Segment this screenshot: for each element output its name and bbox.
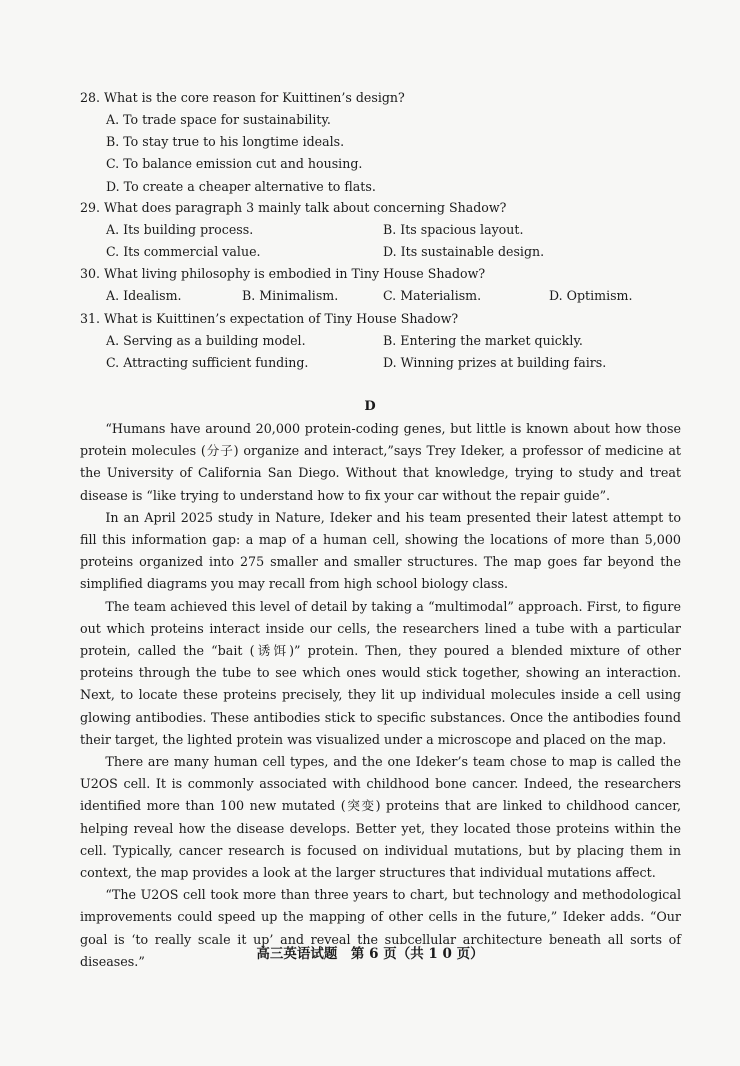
paragraph-3: The team achieved this level of detail by taking a “multimodal” approach. First, to figure out which proteins interact inside our cells, the researchers lined a tube with a particular protein, called the “bait (诱饵)” protein. Then, they poured a blended mixture of other proteins through the tube to see which ones would stick together, showing an interaction. Next, to locate these proteins precisely, they lit up individual molecules inside a cell using glowing antibodies. These antibodies stick to specific substances. Once the antibodies found their target, the lighted protein was visualized under a microscope and placed on the map.: [80, 598, 681, 747]
option-d: D. Optimism.: [549, 288, 633, 303]
paragraph-1: “Humans have around 20,000 protein-coding genes, but little is known about how those protein molecules (分子) organize and interact,”says Trey Ideker, a professor of medicine at the University of California San Diego. Without that knowledge, trying to study and treat disease is “like trying to understand how to fix your car without the repair guide”.: [80, 421, 681, 503]
option-d: D. Its sustainable design.: [383, 244, 545, 260]
option-b: B. Its spacious layout.: [383, 222, 524, 237]
question-29: [80, 197, 690, 263]
option-b: B. To stay true to his longtime ideals.: [106, 134, 345, 150]
paragraph-5: “The U2OS cell took more than three years to chart, but technology and methodological improvements could speed up the mapping of other cells in the future,” Ideker adds. “Our goal is ‘to really scale it up’ and reveal the subcellular architecture beneath all sorts of diseases.”: [80, 887, 681, 969]
option-b: B. Minimalism.: [242, 288, 339, 303]
option-a: A. Idealism.: [106, 288, 182, 303]
reading-passage: [80, 418, 681, 973]
option-c: C. Its commercial value.: [106, 244, 261, 260]
option-d: D. To create a cheaper alternative to flats.: [106, 178, 376, 194]
option-b: B. Entering the market quickly.: [383, 333, 583, 348]
question-stem: 28. What is the core reason for Kuittinen’s design?: [80, 90, 405, 105]
question-30: [80, 263, 690, 307]
option-a: A. To trade space for sustainability.: [106, 112, 331, 127]
option-d: D. Winning prizes at building fairs.: [383, 355, 607, 371]
question-31: [80, 308, 690, 374]
section-title: D: [364, 399, 376, 414]
question-stem: 31. What is Kuittinen’s expectation of Tiny House Shadow?: [80, 311, 459, 326]
paragraph-2: In an April 2025 study in Nature, Ideker and his team presented their latest attempt to fill this information gap: a map of a human cell, showing the locations of more than 5,000 proteins organized into 275 smaller and smaller structures. The map goes far beyond the simplified diagrams you may recall from high school biology class.: [80, 509, 681, 592]
option-a: A. Its building process.: [106, 222, 254, 237]
option-c: C. Attracting sufficient funding.: [106, 355, 309, 371]
question-28: [80, 87, 690, 198]
option-a: A. Serving as a building model.: [106, 333, 306, 348]
paragraph-4: There are many human cell types, and the one Ideker’s team chose to map is called the U2OS cell. It is commonly associated with childhood bone cancer. Indeed, the researchers identified more than 100 new mutated (突变) proteins that are linked to childhood cancer, helping reveal how the disease develops. Better yet, they located those proteins within the cell. Typically, cancer research is focused on individual mutations, but by placing them in context, the map provides a look at the larger structures that individual mutations affect.: [80, 754, 681, 881]
option-c: C. Materialism.: [383, 288, 482, 303]
question-stem: 29. What does paragraph 3 mainly talk about concerning Shadow?: [80, 200, 507, 215]
option-c: C. To balance emission cut and housing.: [106, 156, 363, 172]
page-footer: 高三英语试题 第 6 页（共 1 0 页）: [256, 946, 484, 962]
question-stem: 30. What living philosophy is embodied in Tiny House Shadow?: [80, 266, 486, 281]
